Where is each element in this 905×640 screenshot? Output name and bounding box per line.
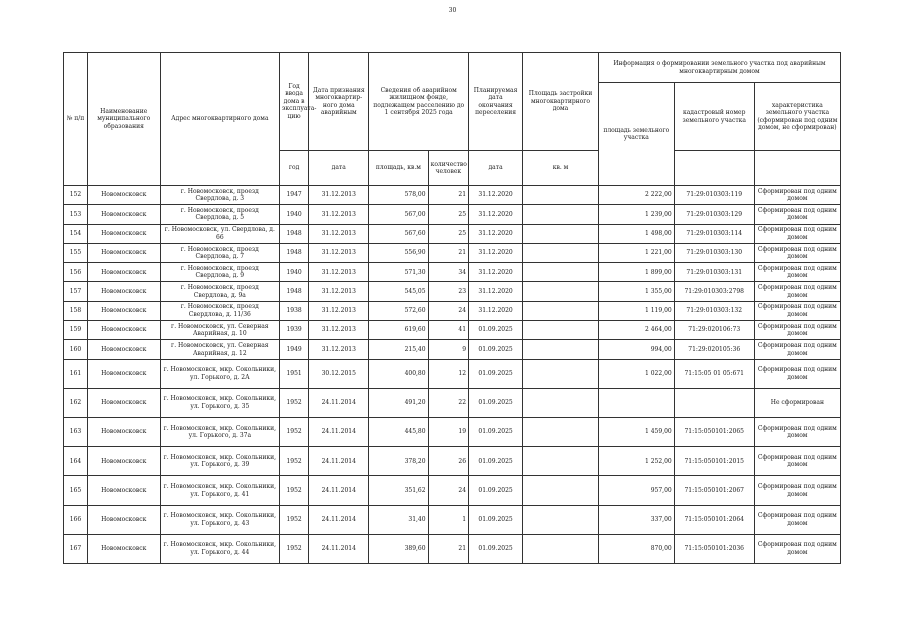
row-municipality: Новомосковск <box>87 263 160 282</box>
table-row <box>64 263 841 282</box>
row-year-built: 1952 <box>280 447 309 476</box>
row-cadastral: 71:15:050101:2065 <box>674 418 754 447</box>
row-num: 159 <box>64 321 88 340</box>
row-num: 158 <box>64 301 88 320</box>
header-characteristic: характеристика земельного участка (сформирован под одним домом, не сформирован) <box>754 83 840 151</box>
row-cadastral: 71:15:050101:2067 <box>674 476 754 505</box>
row-year-built: 1947 <box>280 186 309 205</box>
row-municipality: Новомосковск <box>87 359 160 388</box>
row-area: 445,80 <box>369 418 428 447</box>
row-date-recognized: 31.12.2013 <box>309 282 369 301</box>
row-characteristic: Сформирован под одним домом <box>754 534 840 563</box>
row-address: г. Новомосковск, мкр. Сокольники, ул. Горького, д. 43 <box>160 505 279 534</box>
row-cadastral: 71:29:020105:36 <box>674 340 754 359</box>
row-area: 578,00 <box>369 186 428 205</box>
row-cadastral: 71:29:010303:131 <box>674 263 754 282</box>
row-planned-date: 01.09.2025 <box>469 447 523 476</box>
row-people: 25 <box>428 224 469 243</box>
row-date-recognized: 31.12.2013 <box>309 340 369 359</box>
row-num: 155 <box>64 243 88 262</box>
row-municipality: Новомосковск <box>87 418 160 447</box>
row-num: 152 <box>64 186 88 205</box>
unit-built-area: кв. м <box>523 151 599 186</box>
row-planned-date: 31.12.2020 <box>469 263 523 282</box>
row-characteristic: Не сформирован <box>754 388 840 417</box>
row-municipality: Новомосковск <box>87 447 160 476</box>
row-cadastral: 71:15:050101:2064 <box>674 505 754 534</box>
row-people: 24 <box>428 301 469 320</box>
row-date-recognized: 31.12.2013 <box>309 321 369 340</box>
row-num: 165 <box>64 476 88 505</box>
table-row <box>64 224 841 243</box>
row-num: 154 <box>64 224 88 243</box>
row-num: 167 <box>64 534 88 563</box>
row-address: г. Новомосковск, ул. Северная Аварийная, д. 10 <box>160 321 279 340</box>
row-municipality: Новомосковск <box>87 505 160 534</box>
row-num: 161 <box>64 359 88 388</box>
row-built-area <box>523 186 599 205</box>
row-characteristic: Сформирован под одним домом <box>754 205 840 224</box>
row-address: г. Новомосковск, мкр. Сокольники, ул. Горького, д. 39 <box>160 447 279 476</box>
row-municipality: Новомосковск <box>87 301 160 320</box>
row-people: 12 <box>428 359 469 388</box>
row-built-area <box>523 263 599 282</box>
table-row <box>64 388 841 417</box>
row-built-area <box>523 359 599 388</box>
row-municipality: Новомосковск <box>87 205 160 224</box>
header-municipality: Наименование муниципального образования <box>87 53 160 186</box>
row-characteristic: Сформирован под одним домом <box>754 243 840 262</box>
row-characteristic: Сформирован под одним домом <box>754 321 840 340</box>
row-planned-date: 01.09.2025 <box>469 534 523 563</box>
row-land-area: 1 119,00 <box>598 301 674 320</box>
row-date-recognized: 30.12.2015 <box>309 359 369 388</box>
header-num: № п/п <box>64 53 88 186</box>
table-row <box>64 359 841 388</box>
row-characteristic: Сформирован под одним домом <box>754 186 840 205</box>
row-people: 1 <box>428 505 469 534</box>
row-date-recognized: 24.11.2014 <box>309 476 369 505</box>
row-land-area: 337,00 <box>598 505 674 534</box>
row-built-area <box>523 418 599 447</box>
row-date-recognized: 31.12.2013 <box>309 243 369 262</box>
row-year-built: 1940 <box>280 205 309 224</box>
row-people: 25 <box>428 205 469 224</box>
table-row <box>64 243 841 262</box>
row-year-built: 1948 <box>280 224 309 243</box>
row-date-recognized: 31.12.2013 <box>309 263 369 282</box>
row-date-recognized: 24.11.2014 <box>309 447 369 476</box>
row-built-area <box>523 321 599 340</box>
row-year-built: 1952 <box>280 388 309 417</box>
row-characteristic: Сформирован под одним домом <box>754 418 840 447</box>
row-built-area <box>523 505 599 534</box>
row-cadastral: 71:29:010303:119 <box>674 186 754 205</box>
table-row <box>64 418 841 447</box>
row-characteristic: Сформирован под одним домом <box>754 447 840 476</box>
row-cadastral: 71:29:020106:73 <box>674 321 754 340</box>
row-characteristic: Сформирован под одним домом <box>754 224 840 243</box>
row-municipality: Новомосковск <box>87 340 160 359</box>
row-planned-date: 31.12.2020 <box>469 243 523 262</box>
row-cadastral: 71:29:010303:2798 <box>674 282 754 301</box>
header-year-built: Год ввода дома в эксплуата-цию <box>280 53 309 151</box>
row-planned-date: 01.09.2025 <box>469 321 523 340</box>
table-row <box>64 476 841 505</box>
row-area: 389,60 <box>369 534 428 563</box>
row-planned-date: 31.12.2020 <box>469 186 523 205</box>
row-address: г. Новомосковск, мкр. Сокольники, ул. Горького, д. 37а <box>160 418 279 447</box>
table-row <box>64 186 841 205</box>
row-municipality: Новомосковск <box>87 243 160 262</box>
row-date-recognized: 31.12.2013 <box>309 186 369 205</box>
row-address: г. Новомосковск, ул. Свердлова, д. 66 <box>160 224 279 243</box>
row-people: 23 <box>428 282 469 301</box>
row-land-area <box>598 388 674 417</box>
row-date-recognized: 24.11.2014 <box>309 418 369 447</box>
row-year-built: 1938 <box>280 301 309 320</box>
row-area: 571,30 <box>369 263 428 282</box>
row-year-built: 1939 <box>280 321 309 340</box>
row-num: 163 <box>64 418 88 447</box>
row-land-area: 1 022,00 <box>598 359 674 388</box>
row-people: 22 <box>428 388 469 417</box>
row-area: 556,90 <box>369 243 428 262</box>
row-address: г. Новомосковск, проезд Свердлова, д. 11/36 <box>160 301 279 320</box>
row-address: г. Новомосковск, мкр. Сокольники, ул. Горького, д. 2А <box>160 359 279 388</box>
row-people: 24 <box>428 476 469 505</box>
table-row <box>64 447 841 476</box>
row-municipality: Новомосковск <box>87 282 160 301</box>
row-num: 157 <box>64 282 88 301</box>
row-cadastral: 71:15:050101:2015 <box>674 447 754 476</box>
header-land-area: площадь земельного участка <box>598 83 674 186</box>
row-municipality: Новомосковск <box>87 476 160 505</box>
row-num: 166 <box>64 505 88 534</box>
table-row <box>64 205 841 224</box>
row-people: 21 <box>428 534 469 563</box>
header-planned-date: Планируемая дата окончания переселения <box>469 53 523 151</box>
row-date-recognized: 24.11.2014 <box>309 505 369 534</box>
row-characteristic: Сформирован под одним домом <box>754 476 840 505</box>
row-cadastral: 71:29:010303:114 <box>674 224 754 243</box>
row-municipality: Новомосковск <box>87 186 160 205</box>
row-cadastral: 71:29:010303:130 <box>674 243 754 262</box>
row-address: г. Новомосковск, проезд Свердлова, д. 3 <box>160 186 279 205</box>
row-address: г. Новомосковск, мкр. Сокольники, ул. Горького, д. 44 <box>160 534 279 563</box>
row-planned-date: 01.09.2025 <box>469 340 523 359</box>
header-land-info: Информация о формировании земельного участка под аварийным многоквартирным домом <box>598 53 840 83</box>
row-land-area: 1 239,00 <box>598 205 674 224</box>
row-land-area: 1 252,00 <box>598 447 674 476</box>
row-people: 34 <box>428 263 469 282</box>
row-land-area: 1 221,00 <box>598 243 674 262</box>
row-built-area <box>523 476 599 505</box>
row-cadastral: 71:29:010303:129 <box>674 205 754 224</box>
row-planned-date: 01.09.2025 <box>469 418 523 447</box>
row-built-area <box>523 224 599 243</box>
row-area: 31,40 <box>369 505 428 534</box>
resettlement-table <box>63 52 841 564</box>
table-row <box>64 282 841 301</box>
row-characteristic: Сформирован под одним домом <box>754 282 840 301</box>
row-area: 215,40 <box>369 340 428 359</box>
row-num: 153 <box>64 205 88 224</box>
row-cadastral: 71:15:05 01 05:671 <box>674 359 754 388</box>
row-year-built: 1949 <box>280 340 309 359</box>
row-people: 21 <box>428 243 469 262</box>
row-municipality: Новомосковск <box>87 321 160 340</box>
row-cadastral <box>674 388 754 417</box>
row-land-area: 1 355,00 <box>598 282 674 301</box>
row-land-area: 1 459,00 <box>598 418 674 447</box>
row-address: г. Новомосковск, проезд Свердлова, д. 9а <box>160 282 279 301</box>
row-characteristic: Сформирован под одним домом <box>754 340 840 359</box>
row-planned-date: 31.12.2020 <box>469 301 523 320</box>
row-planned-date: 01.09.2025 <box>469 476 523 505</box>
row-date-recognized: 24.11.2014 <box>309 534 369 563</box>
row-cadastral: 71:29:010303:132 <box>674 301 754 320</box>
row-area: 400,80 <box>369 359 428 388</box>
row-planned-date: 01.09.2025 <box>469 505 523 534</box>
row-land-area: 957,00 <box>598 476 674 505</box>
row-people: 26 <box>428 447 469 476</box>
row-area: 351,62 <box>369 476 428 505</box>
row-address: г. Новомосковск, ул. Северная Аварийная, д. 12 <box>160 340 279 359</box>
row-built-area <box>523 301 599 320</box>
row-land-area: 1 498,00 <box>598 224 674 243</box>
row-num: 156 <box>64 263 88 282</box>
row-planned-date: 01.09.2025 <box>469 388 523 417</box>
unit-area: площадь, кв.м <box>369 151 428 186</box>
row-num: 162 <box>64 388 88 417</box>
table-row <box>64 301 841 320</box>
row-date-recognized: 24.11.2014 <box>309 388 369 417</box>
row-date-recognized: 31.12.2013 <box>309 205 369 224</box>
unit-date: дата <box>309 151 369 186</box>
table-row <box>64 340 841 359</box>
row-planned-date: 31.12.2020 <box>469 224 523 243</box>
header-date-recognized: Дата признания многоквартир-ного дома аварийным <box>309 53 369 151</box>
row-land-area: 870,00 <box>598 534 674 563</box>
unit-characteristic-blank <box>754 151 840 186</box>
row-built-area <box>523 534 599 563</box>
unit-planned-date: дата <box>469 151 523 186</box>
row-address: г. Новомосковск, мкр. Сокольники, ул. Горького, д. 35 <box>160 388 279 417</box>
row-area: 545,05 <box>369 282 428 301</box>
row-land-area: 1 899,00 <box>598 263 674 282</box>
row-address: г. Новомосковск, проезд Свердлова, д. 5 <box>160 205 279 224</box>
header-resettle-info: Сведения об аварийном жилищном фонде, подлежащем расселению до 1 сентября 2025 года <box>369 53 469 151</box>
row-year-built: 1948 <box>280 282 309 301</box>
row-date-recognized: 31.12.2013 <box>309 301 369 320</box>
unit-cadastral-blank <box>674 151 754 186</box>
row-year-built: 1952 <box>280 476 309 505</box>
row-year-built: 1940 <box>280 263 309 282</box>
row-area: 567,00 <box>369 205 428 224</box>
row-land-area: 2 222,00 <box>598 186 674 205</box>
row-people: 21 <box>428 186 469 205</box>
row-built-area <box>523 243 599 262</box>
row-address: г. Новомосковск, мкр. Сокольники, ул. Горького, д. 41 <box>160 476 279 505</box>
row-municipality: Новомосковск <box>87 388 160 417</box>
row-characteristic: Сформирован под одним домом <box>754 359 840 388</box>
row-year-built: 1952 <box>280 534 309 563</box>
row-date-recognized: 31.12.2013 <box>309 224 369 243</box>
row-address: г. Новомосковск, проезд Свердлова, д. 7 <box>160 243 279 262</box>
row-year-built: 1951 <box>280 359 309 388</box>
row-people: 19 <box>428 418 469 447</box>
row-year-built: 1952 <box>280 505 309 534</box>
header-address: Адрес многоквартирного дома <box>160 53 279 186</box>
row-built-area <box>523 282 599 301</box>
row-land-area: 2 464,00 <box>598 321 674 340</box>
row-built-area <box>523 388 599 417</box>
row-area: 572,60 <box>369 301 428 320</box>
row-address: г. Новомосковск, проезд Свердлова, д. 9 <box>160 263 279 282</box>
row-municipality: Новомосковск <box>87 534 160 563</box>
page-number: 30 <box>448 7 457 14</box>
row-built-area <box>523 205 599 224</box>
row-area: 491,20 <box>369 388 428 417</box>
row-num: 164 <box>64 447 88 476</box>
header-built-area: Площадь застройки многоквартирного дома <box>523 53 599 151</box>
row-area: 567,60 <box>369 224 428 243</box>
table-row <box>64 534 841 563</box>
row-built-area <box>523 340 599 359</box>
table-body <box>64 186 841 564</box>
row-people: 9 <box>428 340 469 359</box>
table-row <box>64 505 841 534</box>
row-built-area <box>523 447 599 476</box>
row-characteristic: Сформирован под одним домом <box>754 505 840 534</box>
row-area: 378,20 <box>369 447 428 476</box>
header-cadastral: кадастровый номер земельного участка <box>674 83 754 151</box>
row-year-built: 1948 <box>280 243 309 262</box>
row-characteristic: Сформирован под одним домом <box>754 301 840 320</box>
row-people: 41 <box>428 321 469 340</box>
table-row <box>64 321 841 340</box>
unit-people: количество человек <box>428 151 469 186</box>
row-area: 619,60 <box>369 321 428 340</box>
row-planned-date: 01.09.2025 <box>469 359 523 388</box>
row-land-area: 994,00 <box>598 340 674 359</box>
row-year-built: 1952 <box>280 418 309 447</box>
row-cadastral: 71:15:050101:2036 <box>674 534 754 563</box>
row-municipality: Новомосковск <box>87 224 160 243</box>
row-characteristic: Сформирован под одним домом <box>754 263 840 282</box>
row-planned-date: 31.12.2020 <box>469 282 523 301</box>
unit-year: год <box>280 151 309 186</box>
row-num: 160 <box>64 340 88 359</box>
row-planned-date: 31.12.2020 <box>469 205 523 224</box>
